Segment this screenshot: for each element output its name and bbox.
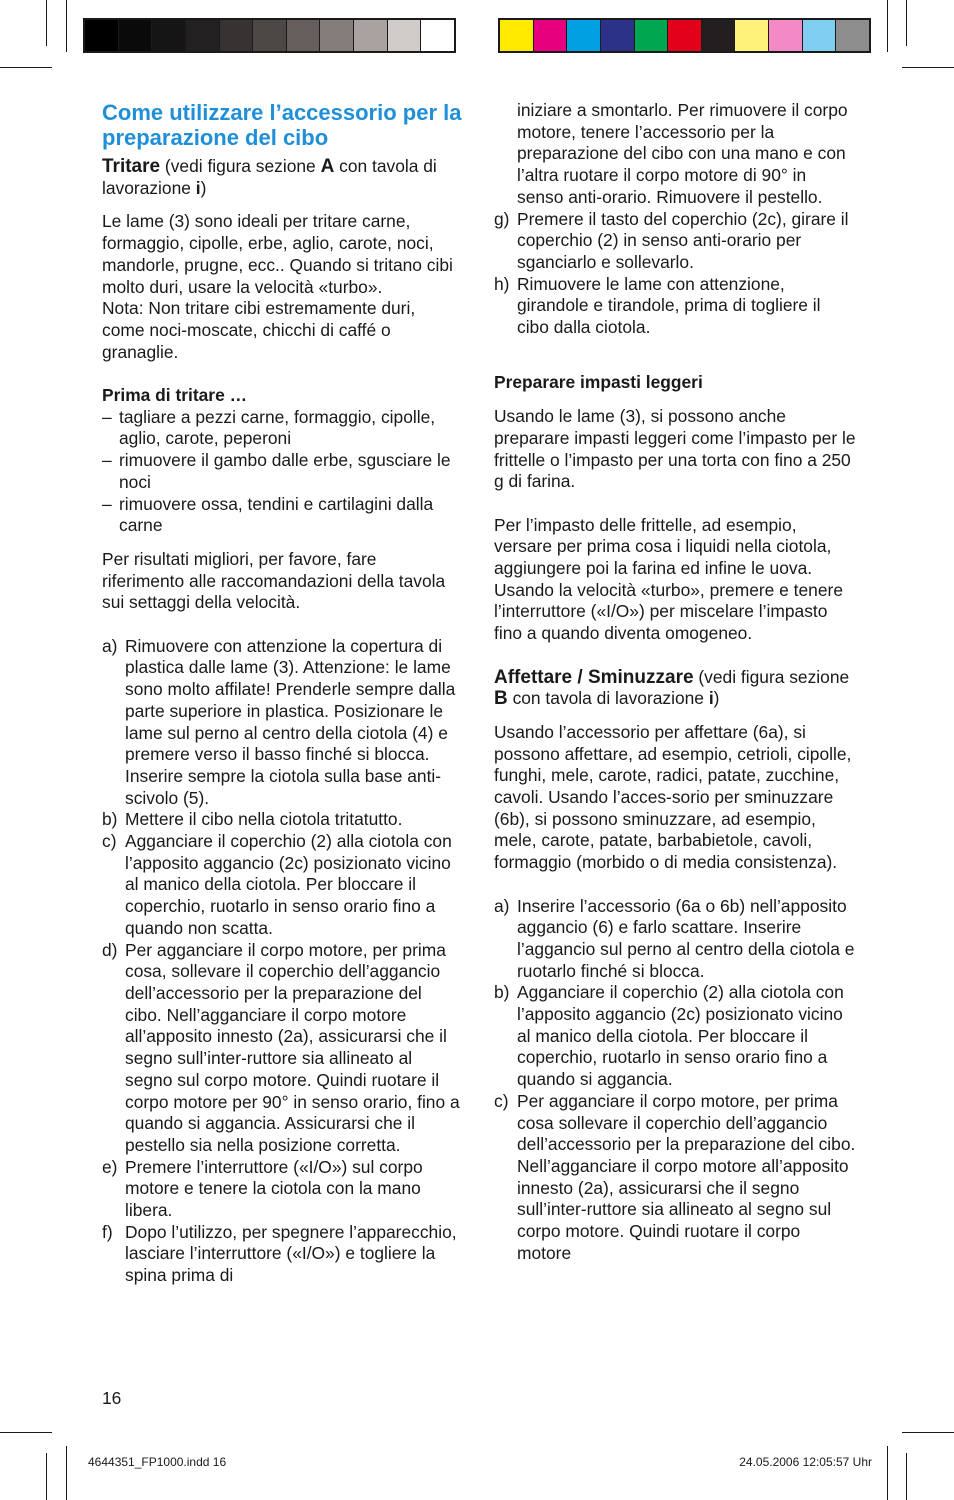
- list-item: a) Inserire l’accessorio (6a o 6b) nell’apposito aggancio (6) e farlo scattare. Inserire l’aggancio sul perno al centro della ciotola e ruotarlo finché si blocca.: [494, 895, 855, 981]
- crop-mark: [46, 1453, 47, 1500]
- crop-mark: [902, 67, 954, 68]
- color-swatch: [220, 20, 254, 51]
- crop-mark: [46, 0, 47, 46]
- list-item: – tagliare a pezzi carne, formaggio, cipolle, aglio, carote, peperoni: [102, 406, 436, 449]
- affettare-paragraph: Usando l’accessorio per affettare (6a), si possono affettare, ad esempio, cetrioli, cipolle, funghi, mele, carote, radici, patate, zucchine, cavoli. Usando l’acces-sorio per sminuzzare (6b), si possono sminuzzare, ad esempio, mele, carote, patate, barbabietole, cavoli, formaggio (morbido o di media consistenza).: [494, 721, 852, 873]
- page-title: Come utilizzare l’accessorio per la preparazione del cibo: [102, 100, 462, 150]
- crop-mark: [66, 0, 67, 52]
- crop-mark: [906, 1453, 907, 1500]
- color-swatch: [635, 20, 669, 51]
- color-swatch: [320, 20, 354, 51]
- steps-list: [102, 636, 462, 1287]
- color-swatch: [186, 20, 220, 51]
- crop-mark: [0, 67, 52, 68]
- list-item: c) Agganciare il coperchio (2) alla ciotola con l’apposito aggancio (2c) posizionato vicino al manico della ciotola. Per bloccare il coperchio, ruotarlo in senso orario fino a quando non scatta.: [102, 831, 452, 938]
- list-item: e) Premere l’interruttore («I/O») sul corpo motore e tenere la ciotola con la mano libera.: [102, 1156, 423, 1221]
- tritare-intro: Le lame (3) sono ideali per tritare carne, formaggio, cipolle, erbe, aglio, carote, noci, mandorle, prugne, ecc.. Quando si tritano cibi molto duri, usare la velocità «turbo».: [102, 211, 453, 297]
- list-item-continued: iniziare a smontarlo. Per rimuovere il corpo motore, tenere l’accessorio per la preparazione del cibo con una mano e con l’altra ruotare il corpo motore di 90° in senso anti-orario. Rimuovere il pestello.: [517, 100, 848, 207]
- color-swatch: [421, 20, 454, 51]
- color-swatch: [534, 20, 568, 51]
- crop-mark: [66, 1446, 67, 1500]
- crop-mark: [0, 1432, 52, 1433]
- color-swatch: [253, 20, 287, 51]
- right-column: [494, 100, 856, 1265]
- page-number: 16: [102, 1388, 122, 1408]
- color-swatch: [152, 20, 186, 51]
- color-swatch: [836, 20, 869, 51]
- list-item: b) Agganciare il coperchio (2) alla ciotola con l’apposito aggancio (2c) posizionato vicino al manico della ciotola. Per bloccare il coperchio, ruotarlo in senso orario fino a quando si aggancia.: [494, 982, 844, 1090]
- impasti-paragraph-1: Usando le lame (3), si possono anche preparare impasti leggeri come l’impasto per le frittelle o l’impasto per una torta con fino a 250 g di farina.: [494, 406, 856, 492]
- list-item: h) Rimuovere le lame con attenzione, girandole e tirandole, prima di togliere il cibo dalla ciotola.: [494, 273, 821, 338]
- color-swatch: [388, 20, 422, 51]
- color-swatch: [702, 20, 736, 51]
- list-item: g) Premere il tasto del coperchio (2c), girare il coperchio (2) in senso anti-orario per sganciarlo e sollevarlo.: [494, 208, 849, 272]
- before-heading: Prima di tritare …: [102, 385, 247, 406]
- list-item: – rimuovere ossa, tendini e cartilagini dalla carne: [102, 493, 434, 536]
- list-item: f) Dopo l’utilizzo, per spegnere l’apparecchio, lasciare l’interruttore («I/O») e togliere la spina prima di: [102, 1221, 457, 1286]
- affettare-heading: Affettare / Sminuzzare (vedi figura sezione B con tavola di lavorazione i): [494, 666, 850, 710]
- color-swatch: [769, 20, 803, 51]
- color-swatch: [803, 20, 837, 51]
- tritare-note: Nota: Non tritare cibi estremamente duri, come noci-moscate, chicchi di caffé o granaglie.: [102, 298, 416, 362]
- crop-mark: [887, 1446, 888, 1500]
- grayscale-color-bar: [83, 18, 456, 53]
- impasti-heading: Preparare impasti leggeri: [494, 372, 703, 393]
- list-item: d) Per agganciare il corpo motore, per prima cosa, sollevare il coperchio dell’aggancio dell’accessorio per la preparazione del cibo. Nell’agganciare il corpo motore all’apposito innesto (2a), assicurarsi che il segno sull’inter-ruttore sia allineato al segno sul corpo motore. Quindi ruotare il corpo motore per 90° in senso orario, fino a quando si aggancia. Assicurarsi che il pestello sia nella posizione corretta.: [102, 939, 460, 1155]
- color-swatch: [287, 20, 321, 51]
- impasti-paragraph-2: Per l’impasto delle frittelle, ad esempio, versare per prima cosa i liquidi nella ciotola, aggiungere poi la farina ed infine le uova. Usando la velocità «turbo», premere e tenere l’interruttore («I/O») per miscelare l’impasto fino a quando diventa omogeneo.: [494, 514, 843, 644]
- color-swatch: [735, 20, 769, 51]
- footer-filename: 4644351_FP1000.indd 16: [88, 1455, 227, 1469]
- crop-mark: [902, 1432, 954, 1433]
- color-swatch: [119, 20, 153, 51]
- color-swatch: [601, 20, 635, 51]
- before-list: [102, 407, 462, 537]
- tritare-heading: Tritare (vedi figura sezione A con tavola di lavorazione i): [102, 156, 437, 198]
- color-swatch: [567, 20, 601, 51]
- list-item: b) Mettere il cibo nella ciotola tritatutto.: [102, 809, 403, 830]
- list-item: a) Rimuovere con attenzione la copertura di plastica dalle lame (3). Attenzione: le lame sono molto affilate! Prenderle sempre dalla parte superiore in plastica. Posizionare le lame sul perno al centro della ciotola (4) e premere verso il basso finché si blocca. Inserire sempre la ciotola sulla base anti-scivolo (5).: [102, 635, 456, 808]
- color-swatch: [668, 20, 702, 51]
- results-paragraph: Per risultati migliori, per favore, fare riferimento alle raccomandazioni della tavola sui settaggi della velocità.: [102, 548, 446, 613]
- footer-timestamp: 24.05.2006 12:05:57 Uhr: [739, 1455, 872, 1469]
- list-item: – rimuovere il gambo dalle erbe, sgusciare le noci: [102, 450, 451, 492]
- color-swatch: [85, 20, 119, 51]
- color-swatch: [500, 20, 534, 51]
- left-column: [102, 100, 462, 1287]
- color-swatch: [354, 20, 388, 51]
- process-color-bar: [498, 18, 871, 53]
- list-item: c) Per agganciare il corpo motore, per prima cosa sollevare il coperchio dell’aggancio dell’accessorio per la preparazione del cibo. Nell’agganciare il corpo motore all’apposito innesto (2a), assicurarsi che il segno sull’inter-ruttore sia allineato al segno sul corpo motore. Quindi ruotare il corpo motore: [494, 1090, 856, 1263]
- crop-mark: [906, 0, 907, 46]
- crop-mark: [887, 0, 888, 52]
